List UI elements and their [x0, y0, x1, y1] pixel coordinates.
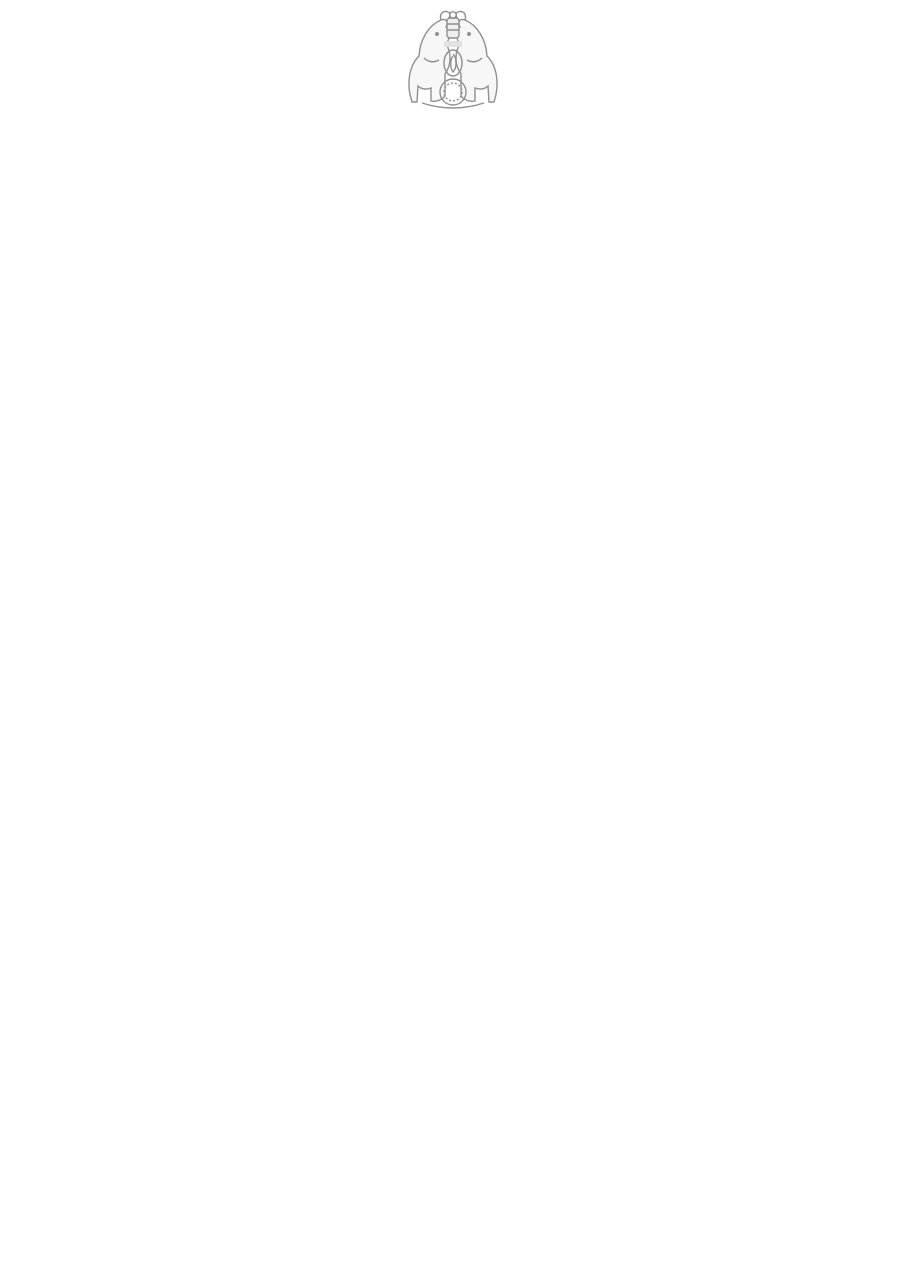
kerala-emblem-graphic	[404, 8, 502, 110]
page-footer	[0, 1246, 905, 1266]
kerala-state-emblem	[404, 8, 502, 110]
contact-info	[88, 164, 828, 180]
